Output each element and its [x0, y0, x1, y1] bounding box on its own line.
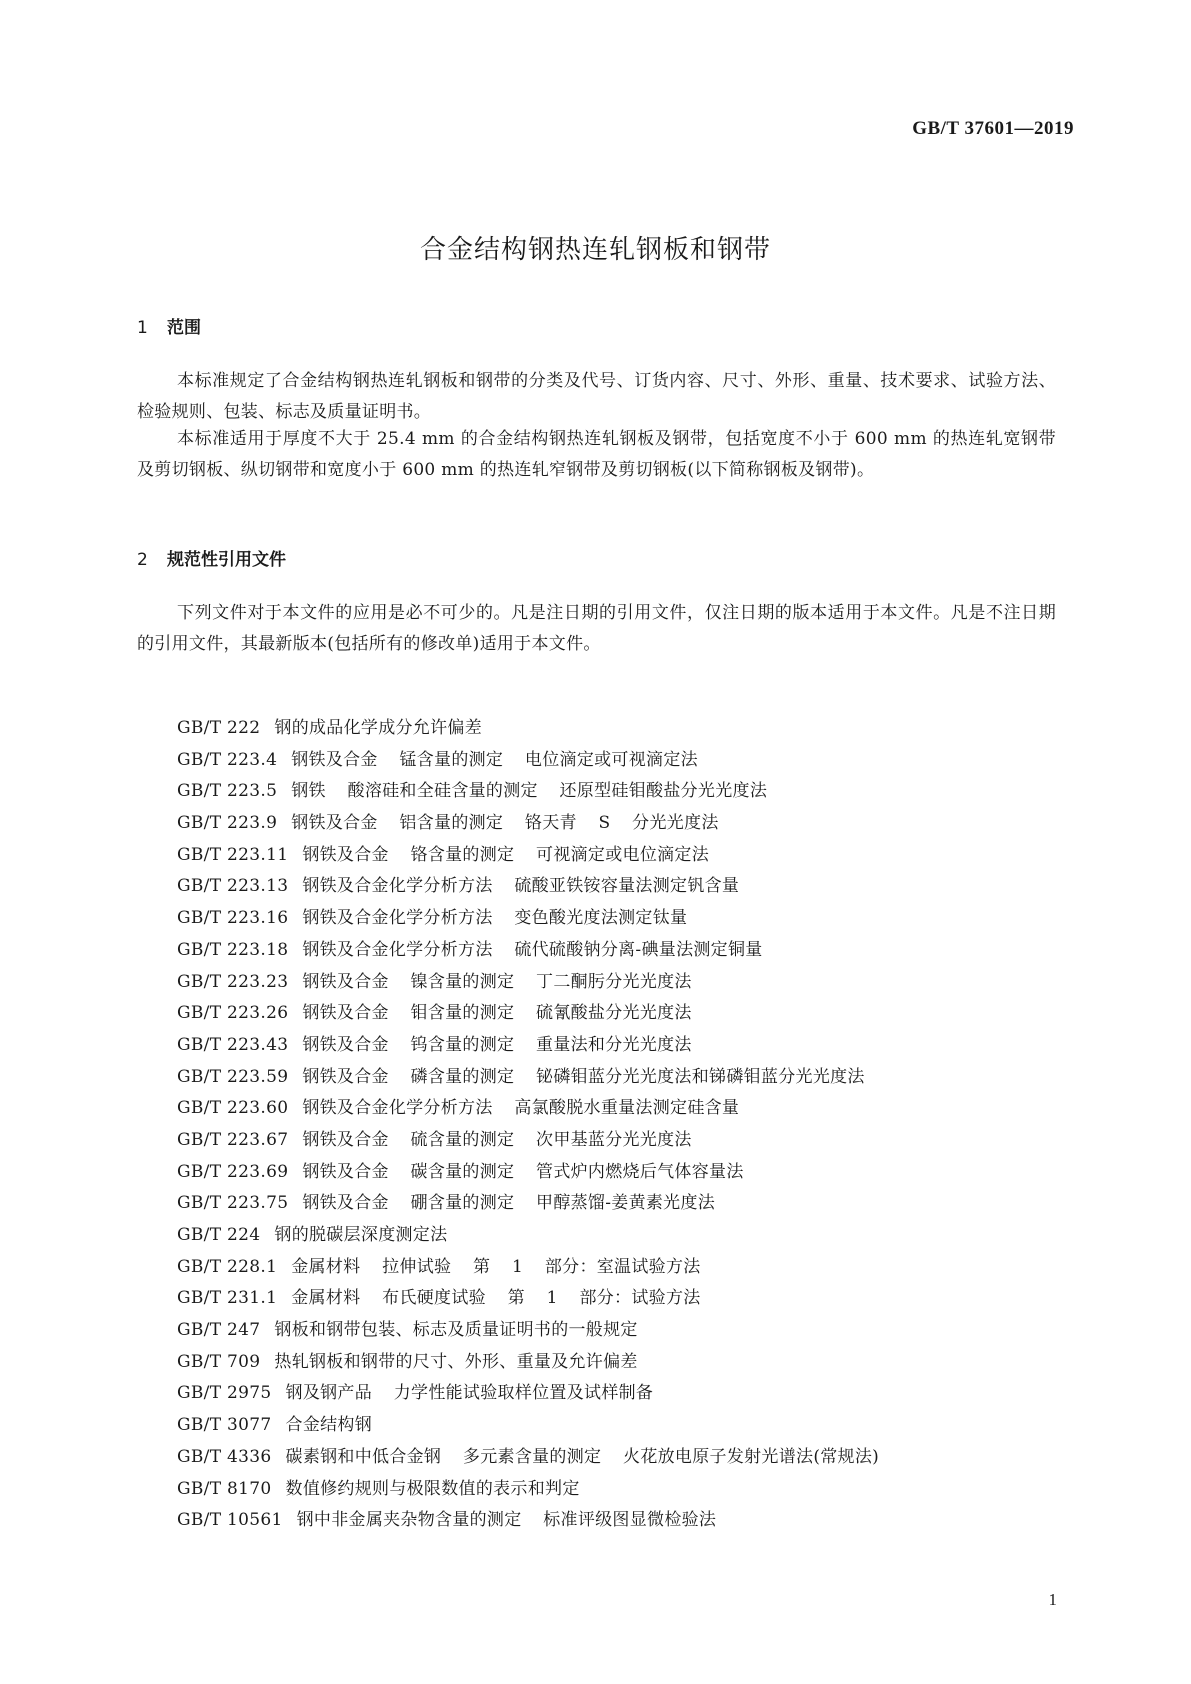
- reference-code: GB/T 10561: [177, 1510, 283, 1531]
- reference-item: [177, 1220, 1057, 1252]
- reference-item: [177, 1030, 1057, 1062]
- reference-title: 钢铁及合金 铝含量的测定 铬天青 S 分光光度法: [291, 813, 719, 834]
- reference-code: GB/T 709: [177, 1351, 261, 1372]
- reference-title: 金属材料 拉伸试验 第 1 部分：室温试验方法: [291, 1256, 701, 1277]
- reference-title: 钢铁及合金 钨含量的测定 重量法和分光光度法: [302, 1034, 692, 1055]
- reference-title: 钢的成品化学成分允许偏差: [274, 718, 482, 738]
- section-number: 2: [137, 550, 148, 570]
- reference-item: [177, 967, 1057, 999]
- reference-title: 钢中非金属夹杂物含量的测定 标准评级图显微检验法: [296, 1510, 717, 1531]
- reference-item: [177, 1347, 1057, 1379]
- reference-code: GB/T 2975: [177, 1383, 272, 1404]
- reference-item: [177, 1442, 1057, 1474]
- reference-item: [177, 1062, 1057, 1094]
- reference-item: [177, 1125, 1057, 1157]
- section-number: 1: [137, 318, 148, 338]
- reference-item: [177, 745, 1057, 777]
- scope-paragraph-1: 本标准规定了合金结构钢热连轧钢板和钢带的分类及代号、订货内容、尺寸、外形、重量、技术要求、试验方法、检验规则、包装、标志及质量证明书。: [137, 371, 1056, 422]
- reference-code: GB/T 228.1: [177, 1256, 278, 1277]
- reference-item: [177, 1410, 1057, 1442]
- reference-title: 钢铁及合金 硼含量的测定 甲醇蒸馏-姜黄素光度法: [302, 1193, 716, 1214]
- reference-code: GB/T 223.59: [177, 1066, 289, 1087]
- reference-title: 钢铁及合金化学分析方法 硫代硫酸钠分离-碘量法测定铜量: [302, 939, 763, 960]
- reference-title: 数值修约规则与极限数值的表示和判定: [285, 1478, 580, 1499]
- reference-title: 热轧钢板和钢带的尺寸、外形、重量及允许偏差: [274, 1351, 638, 1372]
- reference-item: [177, 1505, 1057, 1537]
- reference-code: GB/T 223.5: [177, 781, 278, 802]
- reference-item: [177, 776, 1057, 808]
- reference-title: 钢铁及合金 硫含量的测定 次甲基蓝分光光度法: [302, 1129, 692, 1150]
- reference-title: 钢铁及合金化学分析方法 硫酸亚铁铵容量法测定钒含量: [302, 876, 740, 897]
- reference-list: [177, 713, 1057, 1537]
- reference-code: GB/T 223.67: [177, 1129, 289, 1150]
- reference-code: GB/T 223.60: [177, 1098, 289, 1119]
- section-title: 规范性引用文件: [167, 550, 286, 570]
- reference-item: [177, 935, 1057, 967]
- reference-title: 钢及钢产品 力学性能试验取样位置及试样制备: [285, 1383, 654, 1404]
- section-heading-normative-references: [137, 545, 286, 570]
- reference-item: [177, 1157, 1057, 1189]
- reference-title: 钢铁及合金 镍含量的测定 丁二酮肟分光光度法: [302, 971, 692, 992]
- reference-item: [177, 1093, 1057, 1125]
- section-title: 范围: [167, 318, 201, 338]
- page-number: 1: [1048, 1590, 1057, 1609]
- reference-code: GB/T 223.75: [177, 1193, 289, 1214]
- reference-title: 钢板和钢带包装、标志及质量证明书的一般规定: [274, 1320, 638, 1341]
- references-intro-paragraph: 下列文件对于本文件的应用是必不可少的。凡是注日期的引用文件，仅注日期的版本适用于本文件。凡是不注日期的引用文件，其最新版本(包括所有的修改单)适用于本文件。: [137, 603, 1056, 654]
- scope-paragraph-2: 本标准适用于厚度不大于 25.4 mm 的合金结构钢热连轧钢板及钢带，包括宽度不小于 600 mm 的热连轧宽钢带及剪切钢板、纵切钢带和宽度小于 600 mm 的热连轧窄钢带及剪切钢板(以下简称钢板及钢带)。: [137, 429, 1056, 480]
- reference-code: GB/T 223.69: [177, 1161, 289, 1182]
- reference-title: 钢铁及合金 铬含量的测定 可视滴定或电位滴定法: [302, 844, 710, 865]
- reference-title: 钢的脱碳层深度测定法: [274, 1225, 448, 1245]
- reference-item: [177, 1188, 1057, 1220]
- reference-title: 钢铁 酸溶硅和全硅含量的测定 还原型硅钼酸盐分光光度法: [291, 781, 768, 802]
- reference-title: 钢铁及合金化学分析方法 高氯酸脱水重量法测定硅含量: [302, 1098, 740, 1119]
- reference-title: 碳素钢和中低合金钢 多元素含量的测定 火花放电原子发射光谱法(常规法): [285, 1446, 880, 1467]
- reference-item: [177, 1474, 1057, 1506]
- reference-code: GB/T 223.23: [177, 971, 289, 992]
- reference-item: [177, 1315, 1057, 1347]
- reference-code: GB/T 231.1: [177, 1288, 278, 1309]
- reference-code: GB/T 223.18: [177, 939, 289, 960]
- reference-title: 金属材料 布氏硬度试验 第 1 部分：试验方法: [291, 1288, 701, 1309]
- reference-item: [177, 1378, 1057, 1410]
- reference-title: 钢铁及合金 碳含量的测定 管式炉内燃烧后气体容量法: [302, 1161, 744, 1182]
- document-title: 合金结构钢热连轧钢板和钢带: [419, 235, 771, 265]
- reference-code: GB/T 224: [177, 1225, 261, 1245]
- reference-code: GB/T 223.11: [177, 844, 289, 865]
- reference-item: [177, 1252, 1057, 1284]
- reference-item: [177, 998, 1057, 1030]
- reference-item: [177, 903, 1057, 935]
- reference-title: 钢铁及合金化学分析方法 变色酸光度法测定钛量: [302, 908, 688, 929]
- reference-item: [177, 840, 1057, 872]
- reference-code: GB/T 4336: [177, 1446, 272, 1467]
- reference-item: [177, 871, 1057, 903]
- reference-code: GB/T 223.43: [177, 1034, 289, 1055]
- reference-item: [177, 808, 1057, 840]
- reference-code: GB/T 223.16: [177, 908, 289, 929]
- reference-title: 钢铁及合金 钼含量的测定 硫氰酸盐分光光度法: [302, 1003, 692, 1024]
- reference-code: GB/T 223.13: [177, 876, 289, 897]
- reference-code: GB/T 223.26: [177, 1003, 289, 1024]
- standard-code: GB/T 37601—2019: [912, 118, 1074, 139]
- section-heading-scope: [137, 313, 201, 338]
- reference-title: 钢铁及合金 锰含量的测定 电位滴定或可视滴定法: [291, 749, 698, 770]
- reference-code: GB/T 3077: [177, 1415, 272, 1436]
- reference-title: 合金结构钢: [285, 1415, 373, 1436]
- reference-code: GB/T 223.4: [177, 749, 278, 770]
- reference-code: GB/T 223.9: [177, 813, 278, 834]
- reference-code: GB/T 222: [177, 718, 261, 738]
- reference-code: GB/T 8170: [177, 1478, 272, 1499]
- reference-item: [177, 713, 1057, 745]
- reference-title: 钢铁及合金 磷含量的测定 铋磷钼蓝分光光度法和锑磷钼蓝分光光度法: [302, 1066, 865, 1087]
- reference-code: GB/T 247: [177, 1320, 261, 1341]
- reference-item: [177, 1283, 1057, 1315]
